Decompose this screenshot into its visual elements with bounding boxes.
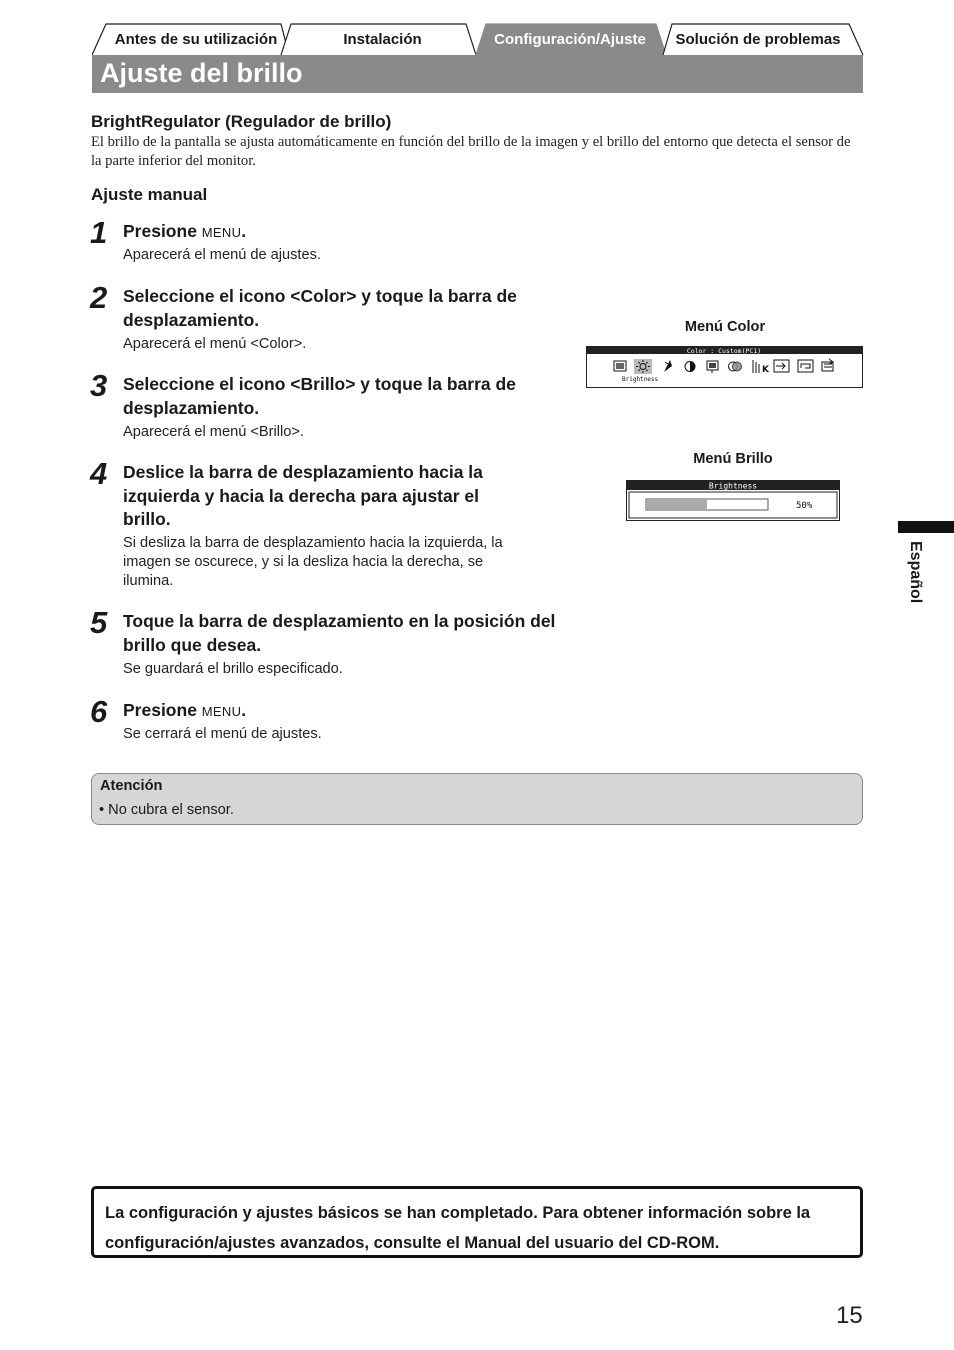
brightregulator-text: El brillo de la pantalla se ajusta automáticamente en función del brillo de la imagen y el brillo del entorno que detecta el sensor de la parte inferior del monitor. [91, 134, 851, 169]
final-note-box [91, 1186, 863, 1258]
page-title: Ajuste del brillo [100, 58, 303, 88]
step-heading: Deslice la barra de desplazamiento hacia la izquierda y hacia la derecha para ajustar el brillo. [123, 462, 483, 529]
brightregulator-heading: BrightRegulator (Regulador de brillo) [91, 112, 392, 131]
attention-title: Atención [100, 778, 163, 794]
menu-key: MENU [201, 704, 242, 719]
attention-item: • No cubra el sensor. [99, 802, 234, 818]
tab-configuracion[interactable]: Configuración/Ajuste [494, 31, 646, 48]
step-heading-text: . [241, 700, 247, 720]
manual-heading: Ajuste manual [91, 185, 208, 204]
step-heading-text: . [241, 221, 247, 241]
contrast-icon[interactable] [685, 362, 695, 372]
color-menu-figure [586, 346, 863, 388]
step-heading [123, 699, 246, 724]
step-body: Aparecerá el menú <Color>. [123, 336, 307, 352]
side-language-label [906, 541, 930, 621]
color-menu-caption: Menú Color [684, 319, 766, 335]
step-heading-text: Presione [123, 700, 202, 720]
step-heading: Seleccione el icono <Color> y toque la barra de desplazamiento. [123, 286, 517, 330]
step-number: 6 [90, 694, 108, 729]
step-body: Aparecerá el menú de ajustes. [123, 247, 321, 263]
side-language-text: Español [907, 541, 924, 604]
step-body: Se cerrará el menú de ajustes. [123, 726, 322, 742]
brightness-icon[interactable] [634, 359, 652, 374]
brightness-menu-caption: Menú Brillo [693, 451, 773, 467]
title-bar [92, 55, 863, 93]
step-number: 2 [90, 280, 108, 315]
svg-text:K: K [762, 365, 769, 375]
brightness-menu-frame [626, 480, 840, 521]
step-heading [123, 220, 246, 245]
step-body: Si desliza la barra de desplazamiento hacia la izquierda, la imagen se oscurece, y si la desliza hacia la derecha, se ilumina. [123, 535, 503, 589]
step-heading-text: Presione [123, 221, 202, 241]
tab-antes[interactable]: Antes de su utilización [114, 31, 278, 48]
page-number: 15 [836, 1302, 863, 1329]
attention-item-text: No cubra el sensor. [108, 802, 234, 818]
step-body: Se guardará el brillo especificado. [123, 661, 343, 677]
brightness-value: 50% [796, 501, 813, 511]
color-menu-selected-label: Brightness [622, 376, 659, 383]
final-note-text: La configuración y ajustes básicos se han completado. Para obtener información sobre la configuración/ajustes avanzados, consulte el Manual del usuario del CD-ROM. [105, 1204, 811, 1252]
step-heading: Toque la barra de desplazamiento en la posición del brillo que desea. [123, 611, 556, 655]
step-number: 4 [90, 456, 108, 491]
attention-box [91, 773, 863, 825]
color-menu-frame [586, 346, 863, 388]
step-body: Aparecerá el menú <Brillo>. [123, 424, 304, 440]
brightness-slider-fill [647, 500, 707, 509]
tab-instalacion[interactable]: Instalación [343, 31, 422, 48]
step-number: 3 [90, 368, 108, 403]
side-language-marker [898, 521, 954, 533]
step-number: 1 [90, 215, 108, 250]
color-menu-header: Color : Custom(PC1) [686, 347, 762, 355]
section-tabs [92, 22, 864, 56]
step-heading: Seleccione el icono <Brillo> y toque la barra de desplazamiento. [123, 374, 516, 418]
brightness-menu-header: Brightness [708, 481, 758, 491]
brightness-menu-figure [626, 480, 840, 521]
step-number: 5 [90, 605, 108, 640]
tab-solucion[interactable]: Solución de problemas [675, 31, 841, 48]
menu-key: MENU [201, 225, 242, 240]
